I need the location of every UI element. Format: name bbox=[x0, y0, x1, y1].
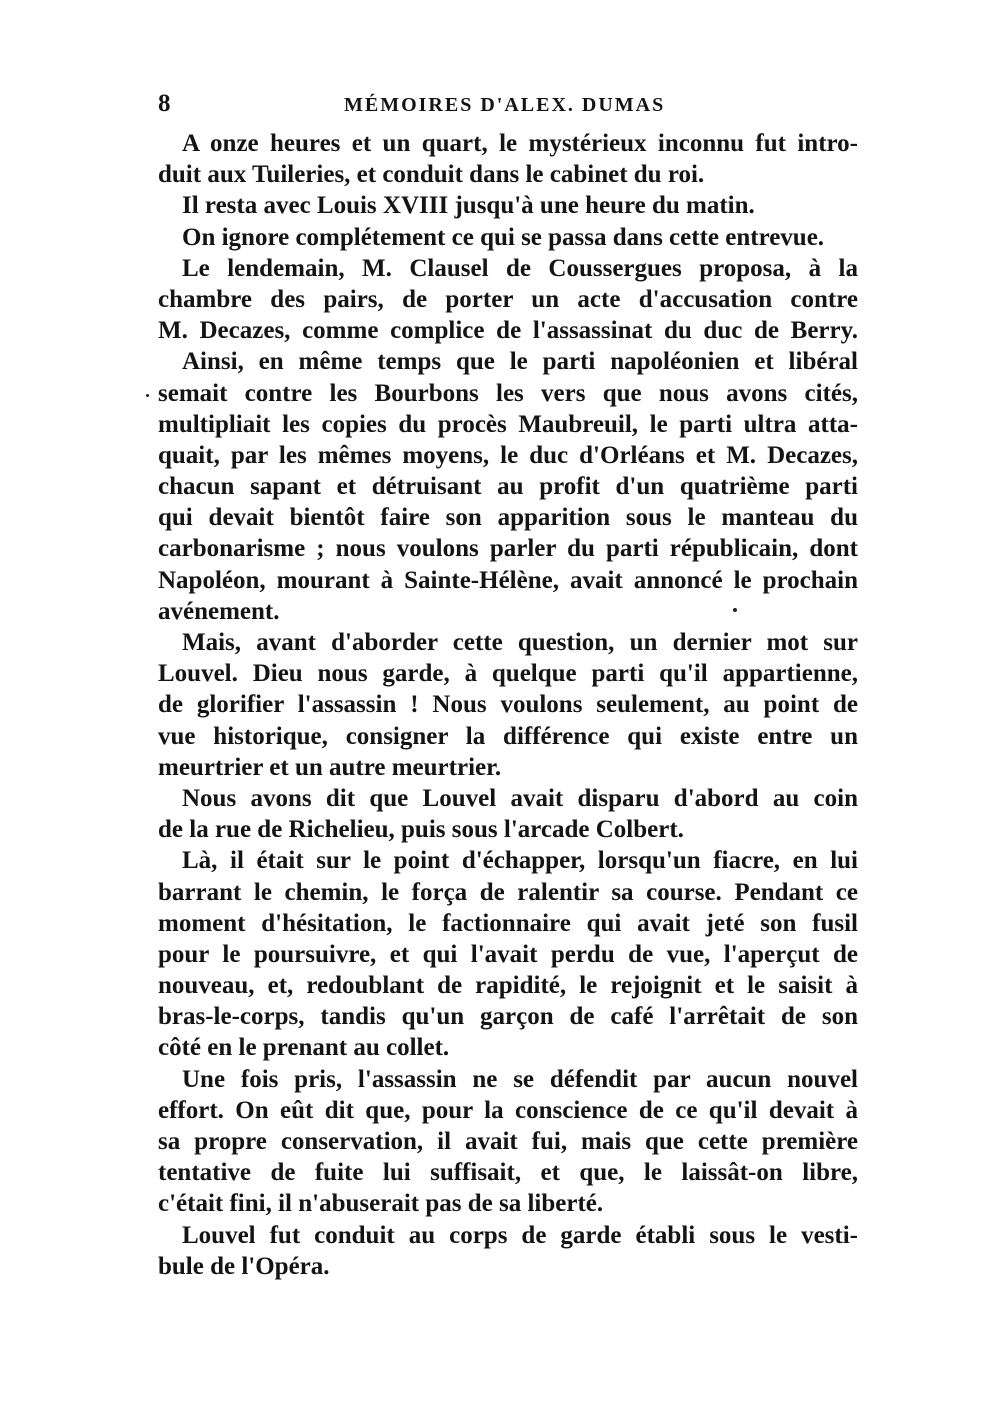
text-line: tentative de fuite lui suffisait, et que, le laissât-on libre, bbox=[158, 1159, 858, 1187]
ink-speck bbox=[146, 394, 149, 397]
text-line: de glorifier l'assassin ! Nous voulons seulement, au point de bbox=[158, 691, 858, 719]
text-line: A onze heures et un quart, le mystérieux inconnu fut intro- bbox=[182, 130, 858, 157]
text-line: bule de l'Opéra. bbox=[158, 1252, 330, 1280]
running-title: MÉMOIRES D'ALEX. DUMAS bbox=[344, 94, 666, 116]
text-line: côté en le prenant au collet. bbox=[158, 1034, 450, 1062]
text-line: vue historique, consigner la différence qui existe entre un bbox=[158, 722, 858, 750]
text-line: carbonarisme ; nous voulons parler du parti républicain, dont bbox=[158, 535, 858, 563]
text-line: Ainsi, en même temps que le parti napoléonien et libéral bbox=[182, 348, 858, 376]
text-line: semait contre les Bourbons les vers que nous avons cités, bbox=[158, 379, 858, 407]
text-line: On ignore complétement ce qui se passa dans cette entrevue. bbox=[182, 223, 825, 251]
text-line: avénement. bbox=[158, 597, 280, 625]
text-line: Mais, avant d'aborder cette question, un dernier mot sur bbox=[182, 629, 858, 656]
text-line: pour le poursuivre, et qui l'avait perdu de vue, l'aperçut de bbox=[158, 940, 858, 968]
text-line: Louvel fut conduit au corps de garde établi sous le vesti- bbox=[182, 1221, 858, 1249]
ink-speck bbox=[733, 608, 737, 612]
text-line: Le lendemain, M. Clausel de Coussergues proposa, à la bbox=[182, 254, 858, 282]
text-line: M. Decazes, comme complice de l'assassinat du duc de Berry. bbox=[158, 317, 858, 345]
text-line: Il resta avec Louis XVIII jusqu'à une heure du matin. bbox=[182, 192, 755, 220]
text-line: bras-le-corps, tandis qu'un garçon de café l'arrêtait de son bbox=[158, 1003, 858, 1031]
text-line: quait, par les mêmes moyens, le duc d'Orléans et M. Decazes, bbox=[158, 441, 858, 469]
text-line: effort. On eût dit que, pour la conscience de ce qu'il devait à bbox=[158, 1096, 858, 1124]
text-line: chacun sapant et détruisant au profit d'un quatrième parti bbox=[158, 473, 858, 501]
text-line: duit aux Tuileries, et conduit dans le cabinet du roi. bbox=[158, 161, 705, 189]
body-text bbox=[158, 128, 858, 1282]
page-number: 8 bbox=[158, 90, 171, 117]
text-line: Napoléon, mourant à Sainte-Hélène, avait annoncé le prochain bbox=[158, 566, 858, 594]
text-line: barrant le chemin, le força de ralentir sa course. Pendant ce bbox=[158, 878, 858, 906]
text-line: multipliait les copies du procès Maubreuil, le parti ultra atta- bbox=[158, 410, 858, 438]
page-header bbox=[158, 90, 858, 120]
text-line: de la rue de Richelieu, puis sous l'arcade Colbert. bbox=[158, 816, 684, 844]
text-line: moment d'hésitation, le factionnaire qui avait jeté son fusil bbox=[158, 909, 858, 937]
text-line: c'était fini, il n'abuserait pas de sa liberté. bbox=[158, 1190, 604, 1218]
text-line: Louvel. Dieu nous garde, à quelque parti qu'il appartienne, bbox=[158, 660, 858, 688]
text-line: Une fois pris, l'assassin ne se défendit par aucun nouvel bbox=[182, 1065, 858, 1093]
text-line: qui devait bientôt faire son apparition sous le manteau du bbox=[158, 504, 858, 532]
text-line: chambre des pairs, de porter un acte d'accusation contre bbox=[158, 285, 858, 313]
text-line: Nous avons dit que Louvel avait disparu d'abord au coin bbox=[182, 784, 858, 812]
text-line: nouveau, et, redoublant de rapidité, le rejoignit et le saisit à bbox=[158, 972, 858, 1000]
text-line: Là, il était sur le point d'échapper, lorsqu'un fiacre, en lui bbox=[182, 847, 858, 875]
text-line: meurtrier et un autre meurtrier. bbox=[158, 753, 502, 781]
text-line: sa propre conservation, il avait fui, mais que cette première bbox=[158, 1128, 858, 1155]
